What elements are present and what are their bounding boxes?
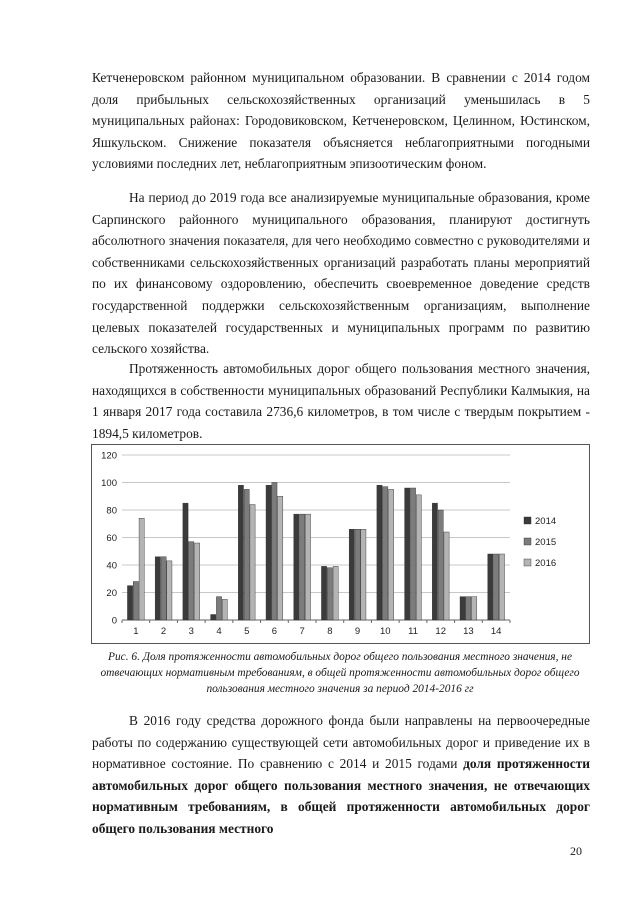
bar-2016 (278, 496, 283, 620)
bar-2015 (327, 568, 332, 620)
x-tick-label: 10 (379, 626, 391, 637)
paragraph-3: Протяженность автомобильных дорог общего пользования местного значения, находящихся в собственности муниципальных образований Республики Калмыкия, на 1 января 2017 года составила 2736,6 километров, в том числе с твердым покрытием - 1894,5 километров. (92, 361, 590, 441)
paragraph-4-normal: В 2016 году средства дорожного фонда были направлены на первоочередные работы по содержанию существующей сети автомобильных дорог и приведение их в нормативное состояние. По сравнению с 2014 и 2015 годами (92, 713, 590, 772)
bar-2016 (416, 495, 421, 620)
bar-2014 (321, 566, 326, 620)
bar-2014 (432, 503, 437, 620)
bar-chart (91, 444, 590, 644)
x-tick-label: 7 (299, 626, 305, 637)
bar-2016 (250, 505, 255, 621)
paragraph-2: На период до 2019 года все анализируемые муниципальные образования, кроме Сарпинского районного муниципального образования, планируют достигнуть абсолютного значения показателя, для чего необходимо совместно с руководителями и собственниками сельскохозяйственных организаций разработать планы мероприятий по их финансовому оздоровлению, обеспечить своевременное доведение средств государственной поддержки сельскохозяйственным организациям, выполнение целевых показателей государственных и муниципальных программ по развитию сельского хозяйства. (92, 190, 590, 357)
bar-2014 (488, 554, 493, 620)
x-tick-label: 12 (435, 626, 447, 637)
bar-2016 (222, 599, 227, 620)
x-tick-label: 1 (133, 626, 139, 637)
x-tick-label: 4 (216, 626, 222, 637)
x-tick-label: 8 (327, 626, 333, 637)
bar-2016 (444, 532, 449, 620)
bar-2015 (133, 582, 138, 621)
legend-label: 2016 (535, 558, 557, 569)
bar-2015 (466, 597, 471, 620)
bar-2016 (472, 597, 477, 620)
bar-2014 (377, 485, 382, 620)
legend-swatch-2015 (524, 538, 531, 545)
y-tick-label: 100 (101, 478, 117, 489)
bar-2016 (305, 514, 310, 620)
y-tick-label: 0 (111, 615, 117, 627)
bar-2015 (355, 529, 360, 620)
bar-2015 (272, 483, 277, 621)
bar-2015 (161, 557, 166, 620)
bar-2016 (361, 529, 366, 620)
y-tick-label: 20 (106, 588, 117, 599)
bar-2014 (294, 514, 299, 620)
legend-label: 2014 (535, 516, 557, 527)
bar-2014 (460, 597, 465, 620)
bar-2016 (499, 554, 504, 620)
bar-2016 (167, 561, 172, 620)
bar-2014 (155, 557, 160, 620)
y-tick-label: 60 (106, 533, 117, 544)
paragraph-1: Кетченеровском районном муниципальном образовании. В сравнении с 2014 годом доля прибыльных сельскохозяйственных организаций уменьшилась в 5 муниципальных районах: Городовиковском, Кетченеровском, Целинном, Юстинском, Яшкульском. Снижение показателя объясняется неблагоприятными погодными условиями последних лет, неблагоприятным эпизоотическим фоном. (92, 70, 590, 172)
bar-2016 (388, 489, 393, 620)
bar-2015 (300, 514, 305, 620)
x-tick-label: 6 (271, 626, 278, 637)
bar-2015 (383, 487, 388, 620)
x-tick-label: 2 (160, 626, 167, 637)
y-tick-label: 80 (106, 505, 117, 517)
bar-2016 (333, 566, 338, 620)
bar-2014 (266, 485, 271, 620)
chart-canvas (92, 445, 589, 643)
x-tick-label: 13 (463, 626, 474, 637)
x-tick-label: 11 (408, 626, 418, 637)
bar-2015 (216, 597, 221, 620)
bar-2015 (244, 489, 249, 620)
x-tick-label: 9 (354, 626, 361, 637)
x-tick-label: 3 (188, 626, 194, 637)
bar-2015 (189, 542, 194, 620)
y-tick-label: 120 (101, 450, 117, 462)
bar-2014 (211, 615, 216, 621)
legend-label: 2015 (535, 537, 557, 548)
x-tick-label: 5 (244, 626, 250, 637)
figure-caption: Рис. 6. Доля протяженности автомобильных дорог общего пользования местного значения, не отвечающих нормативным требованиям, в общей протяженности автомобильных дорог общего пользования местного значения за период 2014-2016 гг (100, 651, 580, 695)
bar-2016 (139, 518, 144, 620)
bar-2014 (183, 503, 188, 620)
bar-2016 (194, 543, 199, 620)
bar-2014 (238, 485, 243, 620)
bar-2014 (405, 488, 410, 620)
bar-2015 (438, 510, 443, 620)
page-number: 20 (570, 844, 582, 858)
legend-swatch-2016 (524, 559, 531, 566)
bar-2015 (494, 554, 499, 620)
paragraph-4 (92, 710, 590, 840)
bar-2014 (349, 529, 354, 620)
bar-2014 (127, 586, 132, 620)
paragraph-4-bold: доля протяженности автомобильных дорог общего пользования местного значения, не отвечающих нормативным требованиям, в общей протяженности автомобильных дорог общего пользования местного (92, 756, 590, 836)
bar-2015 (410, 488, 415, 620)
y-tick-label: 40 (106, 560, 117, 572)
legend-swatch-2014 (524, 517, 531, 524)
x-tick-label: 14 (490, 626, 502, 637)
